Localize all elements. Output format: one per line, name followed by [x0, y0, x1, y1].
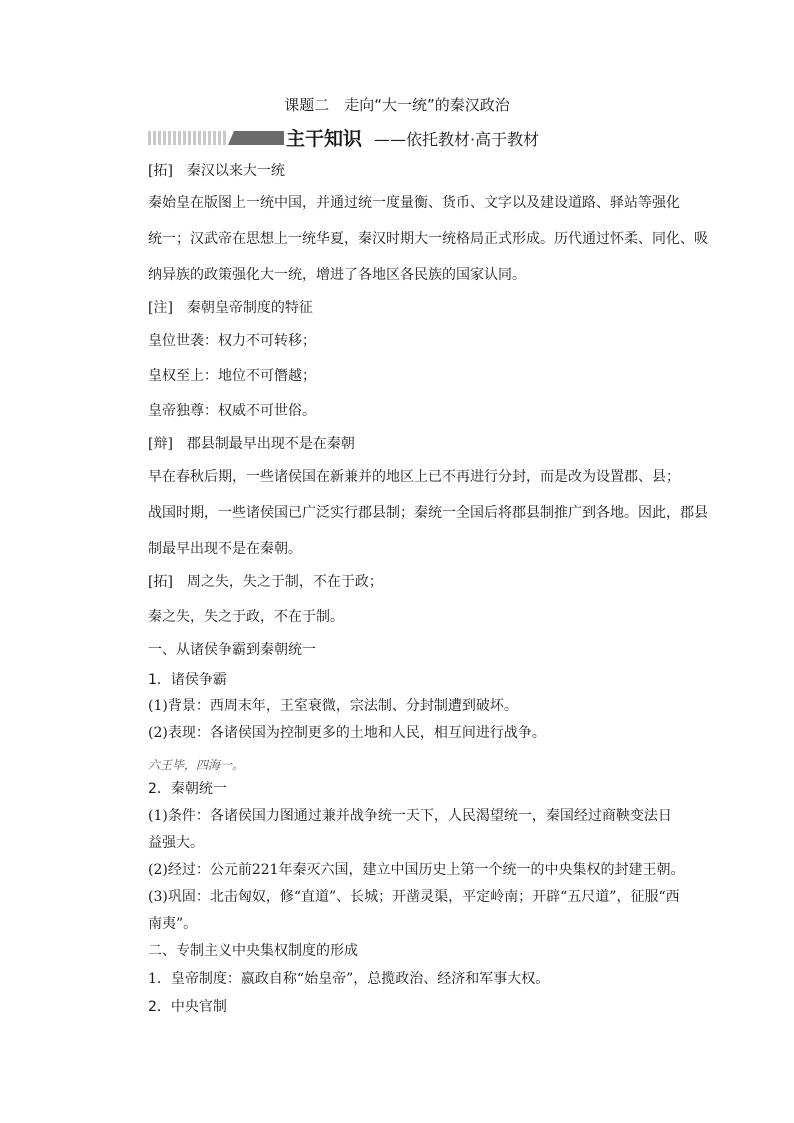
body-line: 秦始皇在版图上一统中国，并通过统一度量衡、货币、文字以及建设道路、驿站等强化: [148, 195, 680, 211]
section-banner: [148, 126, 568, 152]
extension-heading: [拓] 秦汉以来大一统: [148, 163, 285, 179]
body-line: 皇权至上：地位不可僭越；: [148, 368, 316, 384]
debate-heading: [辩] 郡县制最早出现不是在秦朝: [148, 436, 355, 452]
body-line: (1)背景：西周末年，王室衰微，宗法制、分封制遭到破坏。: [148, 698, 518, 714]
lesson-title: 课题二 走向“大一统”的秦汉政治: [284, 96, 510, 114]
subsection-heading: 2．秦朝统一: [148, 781, 227, 797]
extension-heading: [拓] 周之失，失之于制，不在于政；: [148, 574, 383, 590]
body-line: 秦之失，失之于政，不在于制。: [148, 609, 344, 625]
subsection-heading: 2．中央官制: [148, 999, 227, 1015]
body-line: 皇帝独尊：权威不可世俗。: [148, 403, 316, 419]
body-line: (1)条件：各诸侯国力图通过兼并战争统一天下，人民渴望统一，秦国经过商鞅变法日: [148, 808, 672, 824]
section-heading: 二、专制主义中央集权制度的形成: [148, 943, 358, 959]
body-line: 纳异族的政策强化大一统，增进了各地区各民族的国家认同。: [148, 267, 526, 283]
body-line: 皇位世袭：权力不可转移；: [148, 333, 316, 349]
banner-subtitle: ——依托教材·高于教材: [374, 130, 540, 149]
body-line: 统一；汉武帝在思想上一统华夏，秦汉时期大一统格局正式形成。历代通过怀柔、同化、吸: [148, 231, 708, 247]
body-line: 南夷”。: [148, 916, 198, 932]
section-heading: 一、从诸侯争霸到秦朝统一: [148, 642, 316, 658]
banner-stripe-decoration: [148, 131, 228, 145]
body-line: 益强大。: [148, 835, 204, 851]
body-line: (3)巩固：北击匈奴，修“直道”、长城；开凿灵渠，平定岭南；开辟“五尺道”，征服“西: [148, 889, 680, 905]
subsection-heading: 1．诸侯争霸: [148, 672, 227, 688]
banner-bar-decoration: [228, 131, 284, 145]
body-line: 早在春秋后期，一些诸侯国在新兼并的地区上已不再进行分封，而是改为设置郡、县；: [148, 469, 680, 485]
body-line: (2)经过：公元前221年秦灭六国，建立中国历史上第一个统一的中央集权的封建王朝。: [148, 862, 685, 878]
body-line: 制最早出现不是在秦朝。: [148, 541, 302, 557]
banner-main-title: 主干知识: [286, 128, 363, 150]
body-line: (2)表现：各诸侯国为控制更多的土地和人民，相互间进行战争。: [148, 725, 546, 741]
note-heading: [注] 秦朝皇帝制度的特征: [148, 300, 313, 316]
handwritten-note: 六王毕，四海一。: [148, 758, 245, 772]
body-line: 1．皇帝制度：嬴政自称“始皇帝”，总揽政治、经济和军事大权。: [148, 971, 550, 987]
body-line: 战国时期，一些诸侯国已广泛实行郡县制；秦统一全国后将郡县制推广到各地。因此，郡县: [148, 505, 708, 521]
